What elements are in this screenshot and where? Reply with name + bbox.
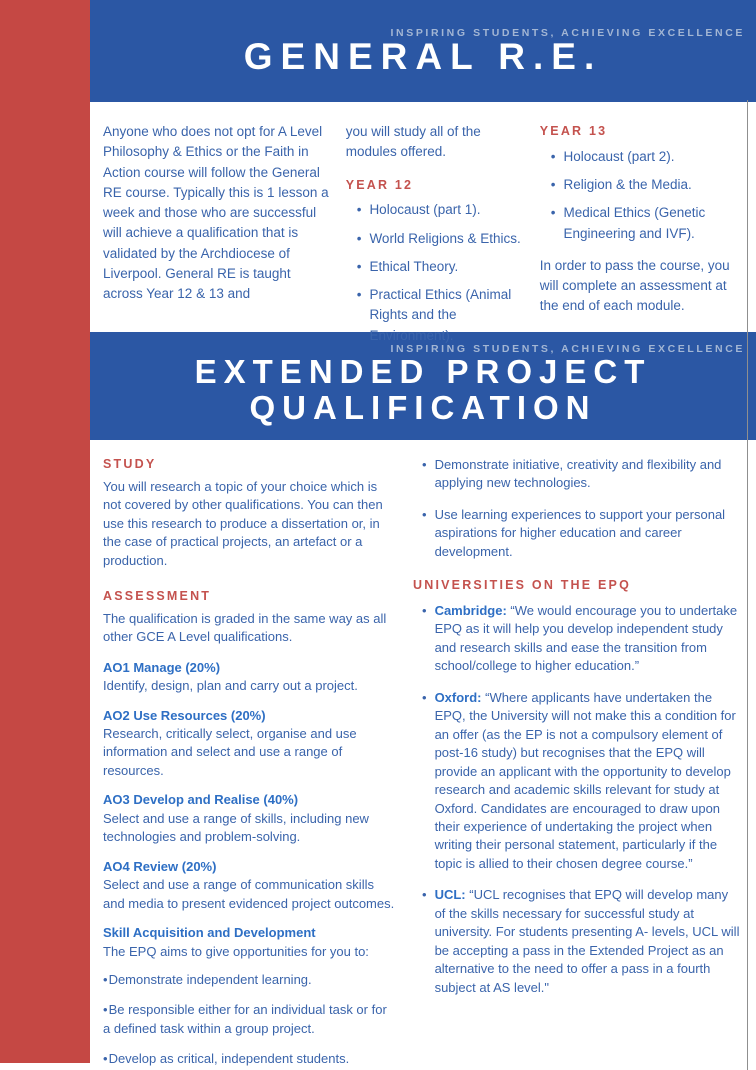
list-item bbox=[357, 200, 525, 220]
skills-left-item bbox=[103, 1001, 397, 1038]
list-item bbox=[551, 147, 748, 167]
study-heading: STUDY bbox=[103, 457, 157, 471]
bullet-icon: • bbox=[103, 1051, 108, 1067]
bullet-icon: • bbox=[356, 258, 362, 274]
bullet-icon: • bbox=[356, 202, 362, 218]
ao3-body: Select and use a range of skills, including new technologies and problem-solving. bbox=[103, 810, 369, 845]
bullet-icon: • bbox=[103, 972, 108, 988]
university-quote-text bbox=[435, 602, 742, 676]
list-item-text: Ethical Theory. bbox=[369, 258, 459, 274]
skills-right-item bbox=[413, 456, 742, 493]
university-quote-text bbox=[435, 886, 742, 997]
general-re-title: GENERAL R.E. bbox=[243, 36, 603, 77]
bullet-icon: • bbox=[356, 230, 362, 246]
bullet-icon: • bbox=[422, 506, 427, 522]
ao4-body: Select and use a range of communication skills and media to present evidenced project outcomes. bbox=[103, 877, 395, 911]
general-re-column-3 bbox=[540, 122, 748, 332]
bullet-icon: • bbox=[103, 1002, 108, 1018]
bullet-icon: • bbox=[422, 689, 427, 705]
year12-heading: YEAR 12 bbox=[345, 177, 414, 192]
bullet-icon: • bbox=[422, 457, 427, 472]
list-item-text: Medical Ethics (Genetic Engineering and IVF). bbox=[563, 205, 706, 241]
skills-left-text: Demonstrate independent learning. bbox=[108, 972, 312, 988]
university-quote-text bbox=[435, 689, 742, 874]
epq-content bbox=[90, 440, 756, 1070]
epq-right-column bbox=[413, 456, 750, 1070]
year12-list bbox=[346, 200, 525, 346]
list-item-text: Religion & the Media. bbox=[563, 177, 692, 192]
list-item bbox=[551, 203, 748, 244]
epq-banner bbox=[90, 332, 756, 440]
skills-heading: Skill Acquisition and Development bbox=[103, 925, 316, 941]
general-re-content bbox=[90, 102, 756, 343]
year13-list bbox=[540, 147, 748, 244]
assessment-intro: The qualification is graded in the same way as all other GCE A Level qualifications. bbox=[103, 610, 387, 645]
ao2-title: AO2 Use Resources (20%) bbox=[103, 707, 266, 723]
universities-heading: UNIVERSITIES ON THE EPQ bbox=[413, 578, 631, 593]
list-item-text: Holocaust (part 2). bbox=[563, 148, 675, 164]
skills-left-text: Be responsible either for an individual task or for a defined task within a group project. bbox=[103, 1002, 387, 1036]
list-item-text: Practical Ethics (Animal Rights and the Environment). bbox=[369, 287, 512, 343]
ao1-block bbox=[103, 659, 397, 696]
university-name: Cambridge: bbox=[434, 603, 507, 619]
list-item bbox=[357, 229, 525, 249]
red-accent-strip bbox=[0, 0, 90, 1063]
page-edge-line bbox=[747, 100, 748, 1070]
skills-left-item bbox=[103, 1050, 397, 1068]
skills-right-text: Demonstrate initiative, creativity and flexibility and applying new technologies. bbox=[434, 457, 722, 491]
general-re-banner bbox=[90, 0, 756, 102]
tagline: INSPIRING STUDENTS, ACHIEVING EXCELLENCE bbox=[390, 343, 745, 355]
ao3-block bbox=[103, 791, 397, 846]
ao3-title: AO3 Develop and Realise (40%) bbox=[103, 792, 299, 808]
university-quote-cambridge bbox=[413, 602, 742, 676]
bullet-icon: • bbox=[550, 148, 556, 164]
year13-heading: YEAR 13 bbox=[539, 124, 608, 138]
epq-title-line2: QUALIFICATION bbox=[249, 388, 597, 426]
tagline: INSPIRING STUDENTS, ACHIEVING EXCELLENCE bbox=[390, 27, 745, 39]
university-quote: “We would encourage you to undertake EPQ as it will help you develop independent study and research skills and ease the transition from school/college to higher education.” bbox=[434, 603, 738, 674]
bullet-icon: • bbox=[550, 205, 556, 221]
general-re-intro: Anyone who does not opt for A Level Philosophy & Ethics or the Faith in Action course will follow the General RE course. Typically this is 1 lesson a week and those who are successful will achieve a qualification that is validated by the Archdiocese of Liverpool. General RE is taught across Year 12 & 13 and bbox=[103, 124, 329, 301]
epq-title bbox=[90, 354, 756, 425]
university-quote: “UCL recognises that EPQ will develop many of the skills necessary for successful study at university. For students presenting A- levels, UCL will be accepting a pass in the Extended Project as an alternative to the need to offer a pass in a fourth subject at AS level." bbox=[434, 887, 740, 995]
modules-note: you will study all of the modules offered. bbox=[345, 124, 481, 160]
study-body: You will research a topic of your choice which is not covered by other qualifications. You can then use this research to produce a dissertation or, in the case of practical projects, an artefact or a production. bbox=[103, 478, 383, 568]
bullet-icon: • bbox=[356, 287, 362, 302]
list-item bbox=[357, 285, 525, 346]
ao2-body: Research, critically select, organise and use information and select and use a range of resources. bbox=[103, 726, 357, 778]
skills-right-text: Use learning experiences to support your personal aspirations for higher education and career development. bbox=[434, 506, 726, 559]
university-quote: “Where applicants have undertaken the EPQ, the University will not make this a condition for an offer (as the EP is not a compulsory element of post-16 study) but recognises that the EPQ will provide an applicant with the opportunity to develop research and academic skills relevant for study at Oxford. Candidates are encouraged to draw upon their experience of undertaking the project when writing their personal statement, particularly if the topic is allied to their chosen degree course.” bbox=[434, 689, 736, 871]
epq-left-column bbox=[103, 456, 397, 1070]
ao1-body: Identify, design, plan and carry out a project. bbox=[103, 678, 358, 694]
assessment-heading: ASSESSMENT bbox=[103, 589, 212, 604]
bullet-icon: • bbox=[550, 177, 556, 192]
skills-left-item bbox=[103, 971, 397, 989]
general-re-column-1 bbox=[103, 122, 331, 332]
epq-title-line1: EXTENDED PROJECT bbox=[194, 353, 652, 390]
skills-left-text: Develop as critical, independent students. bbox=[108, 1051, 350, 1067]
ao1-title: AO1 Manage (20%) bbox=[103, 659, 221, 675]
university-name: UCL: bbox=[434, 887, 466, 903]
ao4-title: AO4 Review (20%) bbox=[103, 858, 217, 874]
university-name: Oxford: bbox=[434, 689, 482, 705]
ao2-block bbox=[103, 707, 397, 781]
list-item bbox=[357, 257, 525, 277]
skills-right-item bbox=[413, 506, 742, 561]
list-item bbox=[551, 175, 748, 195]
list-item-text: World Religions & Ethics. bbox=[369, 230, 521, 246]
bullet-icon: • bbox=[422, 603, 427, 619]
university-quote-oxford bbox=[413, 689, 742, 874]
university-quote-ucl bbox=[413, 886, 742, 997]
ao4-block bbox=[103, 858, 397, 913]
skills-intro: The EPQ aims to give opportunities for you to: bbox=[103, 943, 369, 959]
list-item-text: Holocaust (part 1). bbox=[369, 202, 481, 218]
bullet-icon: • bbox=[422, 887, 427, 903]
general-re-column-2 bbox=[345, 122, 525, 343]
pass-course-note: In order to pass the course, you will complete an assessment at the end of each module. bbox=[539, 257, 730, 314]
